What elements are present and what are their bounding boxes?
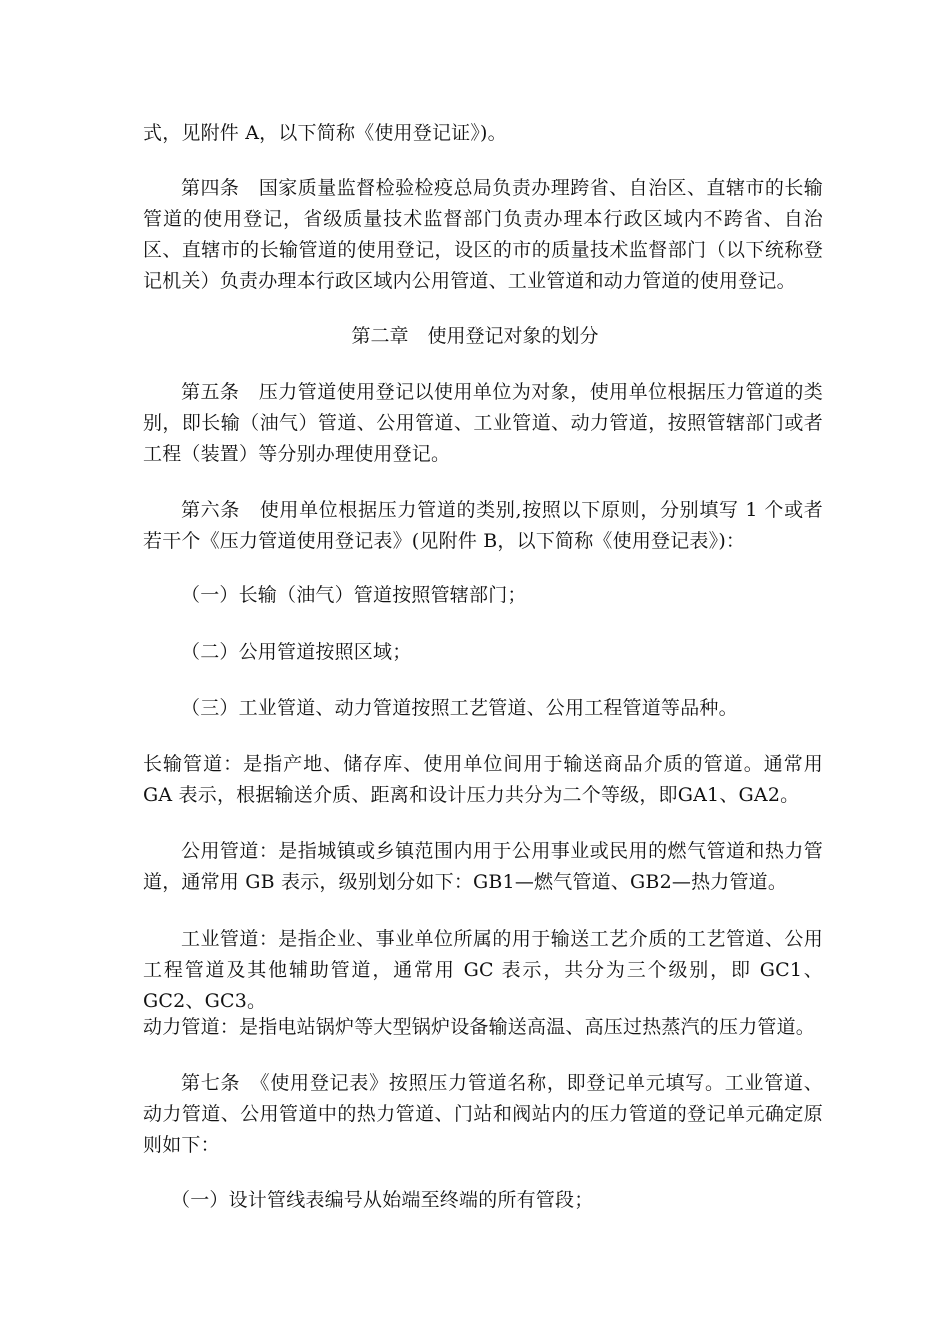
definition-public-pipeline: 公用管道：是指城镇或乡镇范围内用于公用事业或民用的燃气管道和热力管道，通常用 GB 表示，级别划分如下：GB1—燃气管道、GB2—热力管道。 — [143, 840, 823, 893]
list-item-2: （二）公用管道按照区域； — [181, 641, 412, 663]
list-item-3: （三）工业管道、动力管道按照工艺管道、公用工程管道等品种。 — [181, 697, 738, 719]
chapter-2-title: 第二章 使用登记对象的划分 — [351, 325, 599, 347]
paragraph-article-6: 第六条 使用单位根据压力管道的类别,按照以下原则，分别填写 1 个或者若干个《压力管道使用登记表》(见附件 B，以下简称《使用登记表》)： — [143, 499, 823, 552]
list-item-7-1: （一）设计管线表编号从始端至终端的所有管段； — [171, 1189, 594, 1211]
paragraph-article-7: 第七条 《使用登记表》按照压力管道名称，即登记单元填写。工业管道、动力管道、公用管道中的热力管道、门站和阀站内的压力管道的登记单元确定原则如下： — [143, 1072, 823, 1156]
definition-long-distance-pipeline: 长输管道：是指产地、储存库、使用单位间用于输送商品介质的管道。通常用 GA 表示，根据输送介质、距离和设计压力共分为二个等级，即GA1、GA2。 — [143, 753, 823, 806]
definition-industrial-pipeline: 工业管道：是指企业、事业单位所属的用于输送工艺介质的工艺管道、公用工程管道及其他辅助管道，通常用 GC 表示，共分为三个级别，即 GC1、GC2、GC3。 — [143, 928, 823, 1012]
list-item-1: （一）长输（油气）管道按照管辖部门； — [181, 584, 527, 606]
definition-power-pipeline: 动力管道：是指电站锅炉等大型锅炉设备输送高温、高压过热蒸汽的压力管道。 — [143, 1016, 816, 1038]
paragraph-article-5: 第五条 压力管道使用登记以使用单位为对象，使用单位根据压力管道的类别，即长输（油气）管道、公用管道、工业管道、动力管道，按照管辖部门或者工程（装置）等分别办理使用登记。 — [143, 381, 823, 465]
paragraph-continuation: 式，见附件 A，以下简称《使用登记证》)。 — [143, 122, 507, 144]
paragraph-article-4: 第四条 国家质量监督检验检疫总局负责办理跨省、自治区、直辖市的长输管道的使用登记，省级质量技术监督部门负责办理本行政区域内不跨省、自治区、直辖市的长输管道的使用登记，设区的市的质量技术监督部门（以下统称登记机关）负责办理本行政区域内公用管道、工业管道和动力管道的使用登记。 — [143, 177, 823, 292]
